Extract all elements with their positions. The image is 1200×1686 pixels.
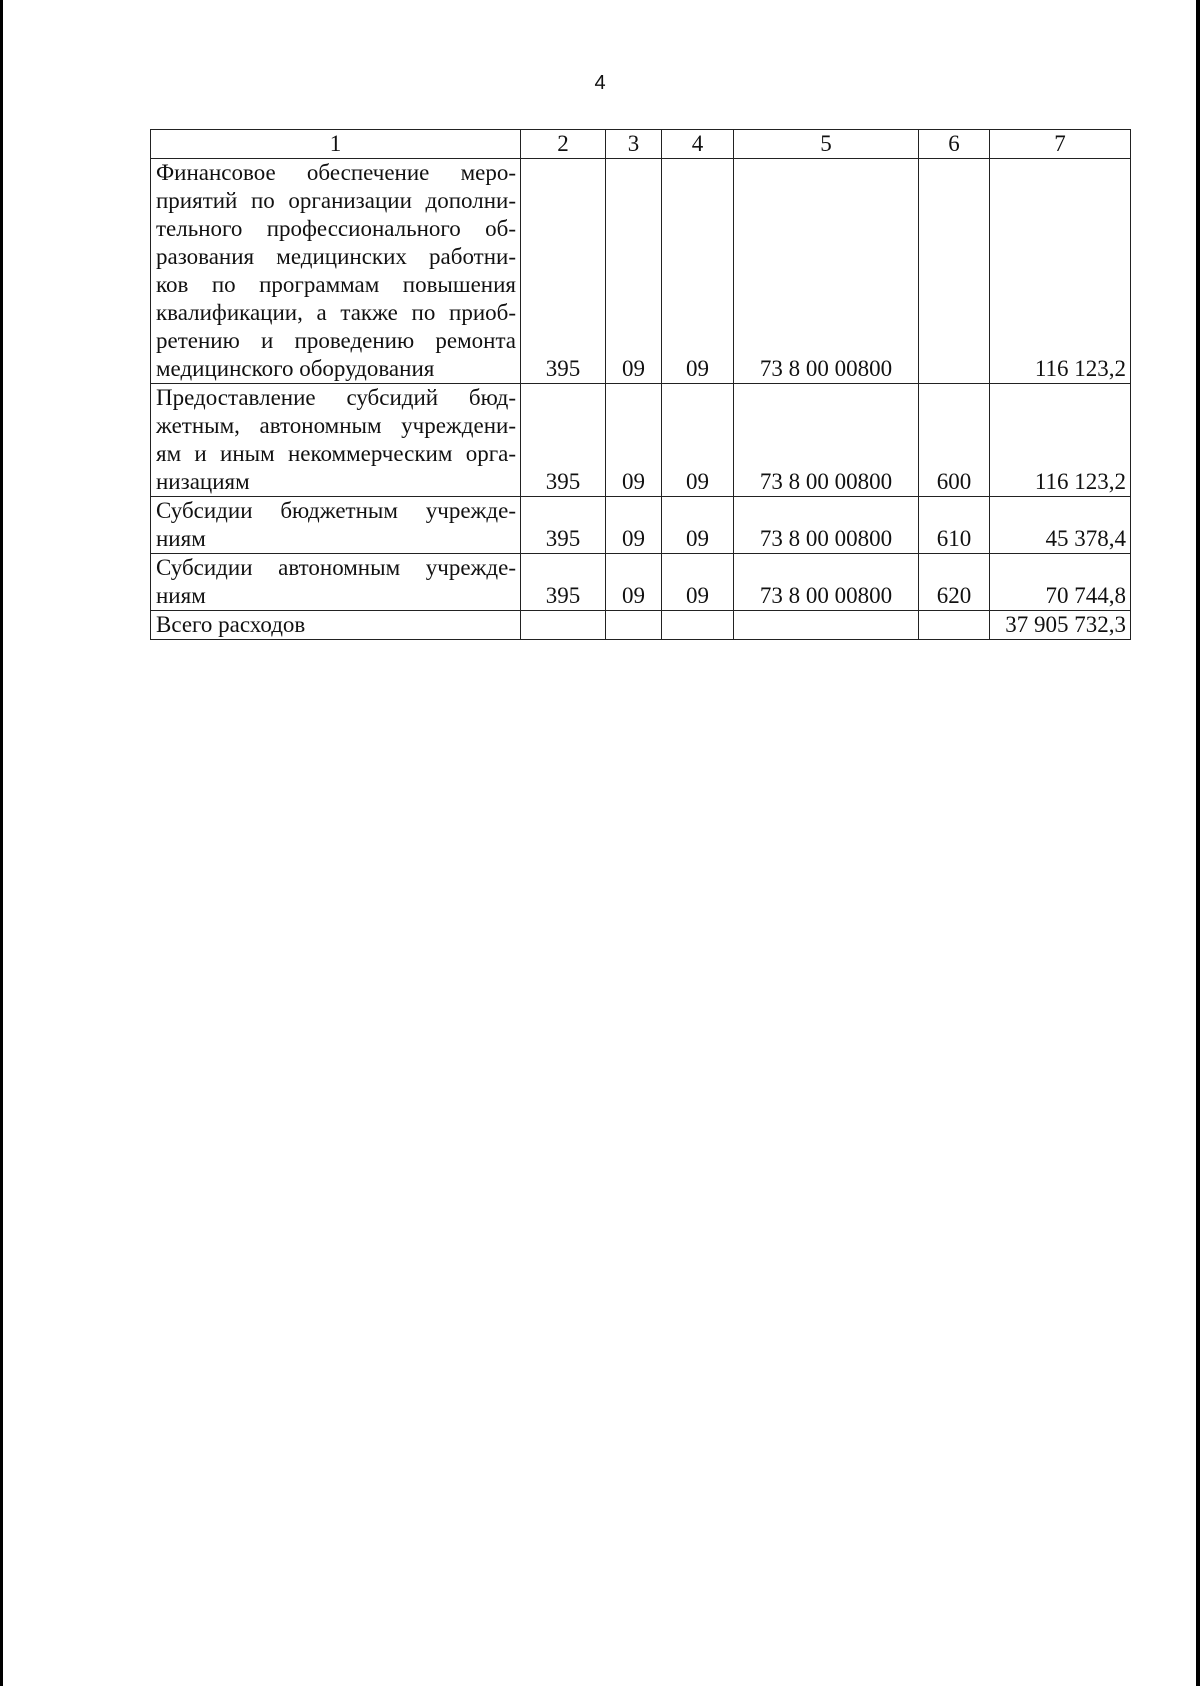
scan-border-right [1196, 0, 1200, 1686]
row-name-line: приятий по организации дополни- [156, 188, 516, 213]
column-header: 6 [919, 130, 990, 159]
empty-cell [606, 611, 662, 640]
subsection-cell: 09 [662, 384, 734, 497]
row-name-cell [151, 159, 521, 384]
row-name-line: Субсидии бюджетным учрежде- [156, 498, 516, 523]
row-name-line: низациям [156, 469, 250, 494]
table-row [151, 554, 1131, 611]
row-name-line: жетным, автономным учреждени- [156, 413, 516, 438]
subsection-cell: 09 [662, 497, 734, 554]
row-name-line: Предоставление субсидий бюд- [156, 385, 516, 410]
sum-cell: 70 744,8 [990, 554, 1131, 611]
row-name-line: ретению и проведению ремонта [156, 328, 516, 353]
empty-cell [734, 611, 919, 640]
row-name-line: ниям [156, 526, 206, 551]
row-name-line: Субсидии автономным учрежде- [156, 555, 516, 580]
column-header: 4 [662, 130, 734, 159]
empty-cell [919, 611, 990, 640]
row-name-line: медицинского оборудования [156, 356, 435, 381]
table-row [151, 497, 1131, 554]
section-cell: 09 [606, 159, 662, 384]
column-header: 5 [734, 130, 919, 159]
scan-border-left [0, 0, 3, 1686]
subsection-cell: 09 [662, 554, 734, 611]
section-cell: 09 [606, 554, 662, 611]
target-article-cell: 73 8 00 00800 [734, 159, 919, 384]
row-name-line: ниям [156, 583, 206, 608]
column-header: 2 [521, 130, 606, 159]
budget-table [150, 129, 1131, 640]
row-name-line: ков по программам повышения [156, 272, 516, 297]
target-article-cell: 73 8 00 00800 [734, 554, 919, 611]
total-sum: 37 905 732,3 [990, 611, 1131, 640]
grbs-cell: 395 [521, 497, 606, 554]
column-header: 1 [151, 130, 521, 159]
section-cell: 09 [606, 497, 662, 554]
total-label: Всего расходов [151, 611, 521, 640]
page-number: 4 [594, 72, 606, 94]
row-name-line: Финансовое обеспечение меро- [156, 160, 516, 185]
row-name-cell [151, 384, 521, 497]
row-name-line: ям и иным некоммерческим орга- [156, 441, 516, 466]
subsection-cell: 09 [662, 159, 734, 384]
expense-type-cell: 620 [919, 554, 990, 611]
expense-type-cell: 600 [919, 384, 990, 497]
empty-cell [521, 611, 606, 640]
sum-cell: 45 378,4 [990, 497, 1131, 554]
grbs-cell: 395 [521, 384, 606, 497]
target-article-cell: 73 8 00 00800 [734, 384, 919, 497]
sum-cell: 116 123,2 [990, 384, 1131, 497]
section-cell: 09 [606, 384, 662, 497]
row-name-line: разования медицинских работни- [156, 244, 516, 269]
target-article-cell: 73 8 00 00800 [734, 497, 919, 554]
row-name-cell [151, 554, 521, 611]
table-total-row [151, 611, 1131, 640]
column-header: 3 [606, 130, 662, 159]
table-row [151, 159, 1131, 384]
row-name-line: тельного профессионального об- [156, 216, 516, 241]
column-header: 7 [990, 130, 1131, 159]
expense-type-cell: 610 [919, 497, 990, 554]
sum-cell: 116 123,2 [990, 159, 1131, 384]
row-name-cell [151, 497, 521, 554]
expense-type-cell [919, 159, 990, 384]
table-header-row [151, 130, 1131, 159]
row-name-line: квалификации, а также по приоб- [156, 300, 516, 325]
grbs-cell: 395 [521, 159, 606, 384]
empty-cell [662, 611, 734, 640]
grbs-cell: 395 [521, 554, 606, 611]
table-row [151, 384, 1131, 497]
